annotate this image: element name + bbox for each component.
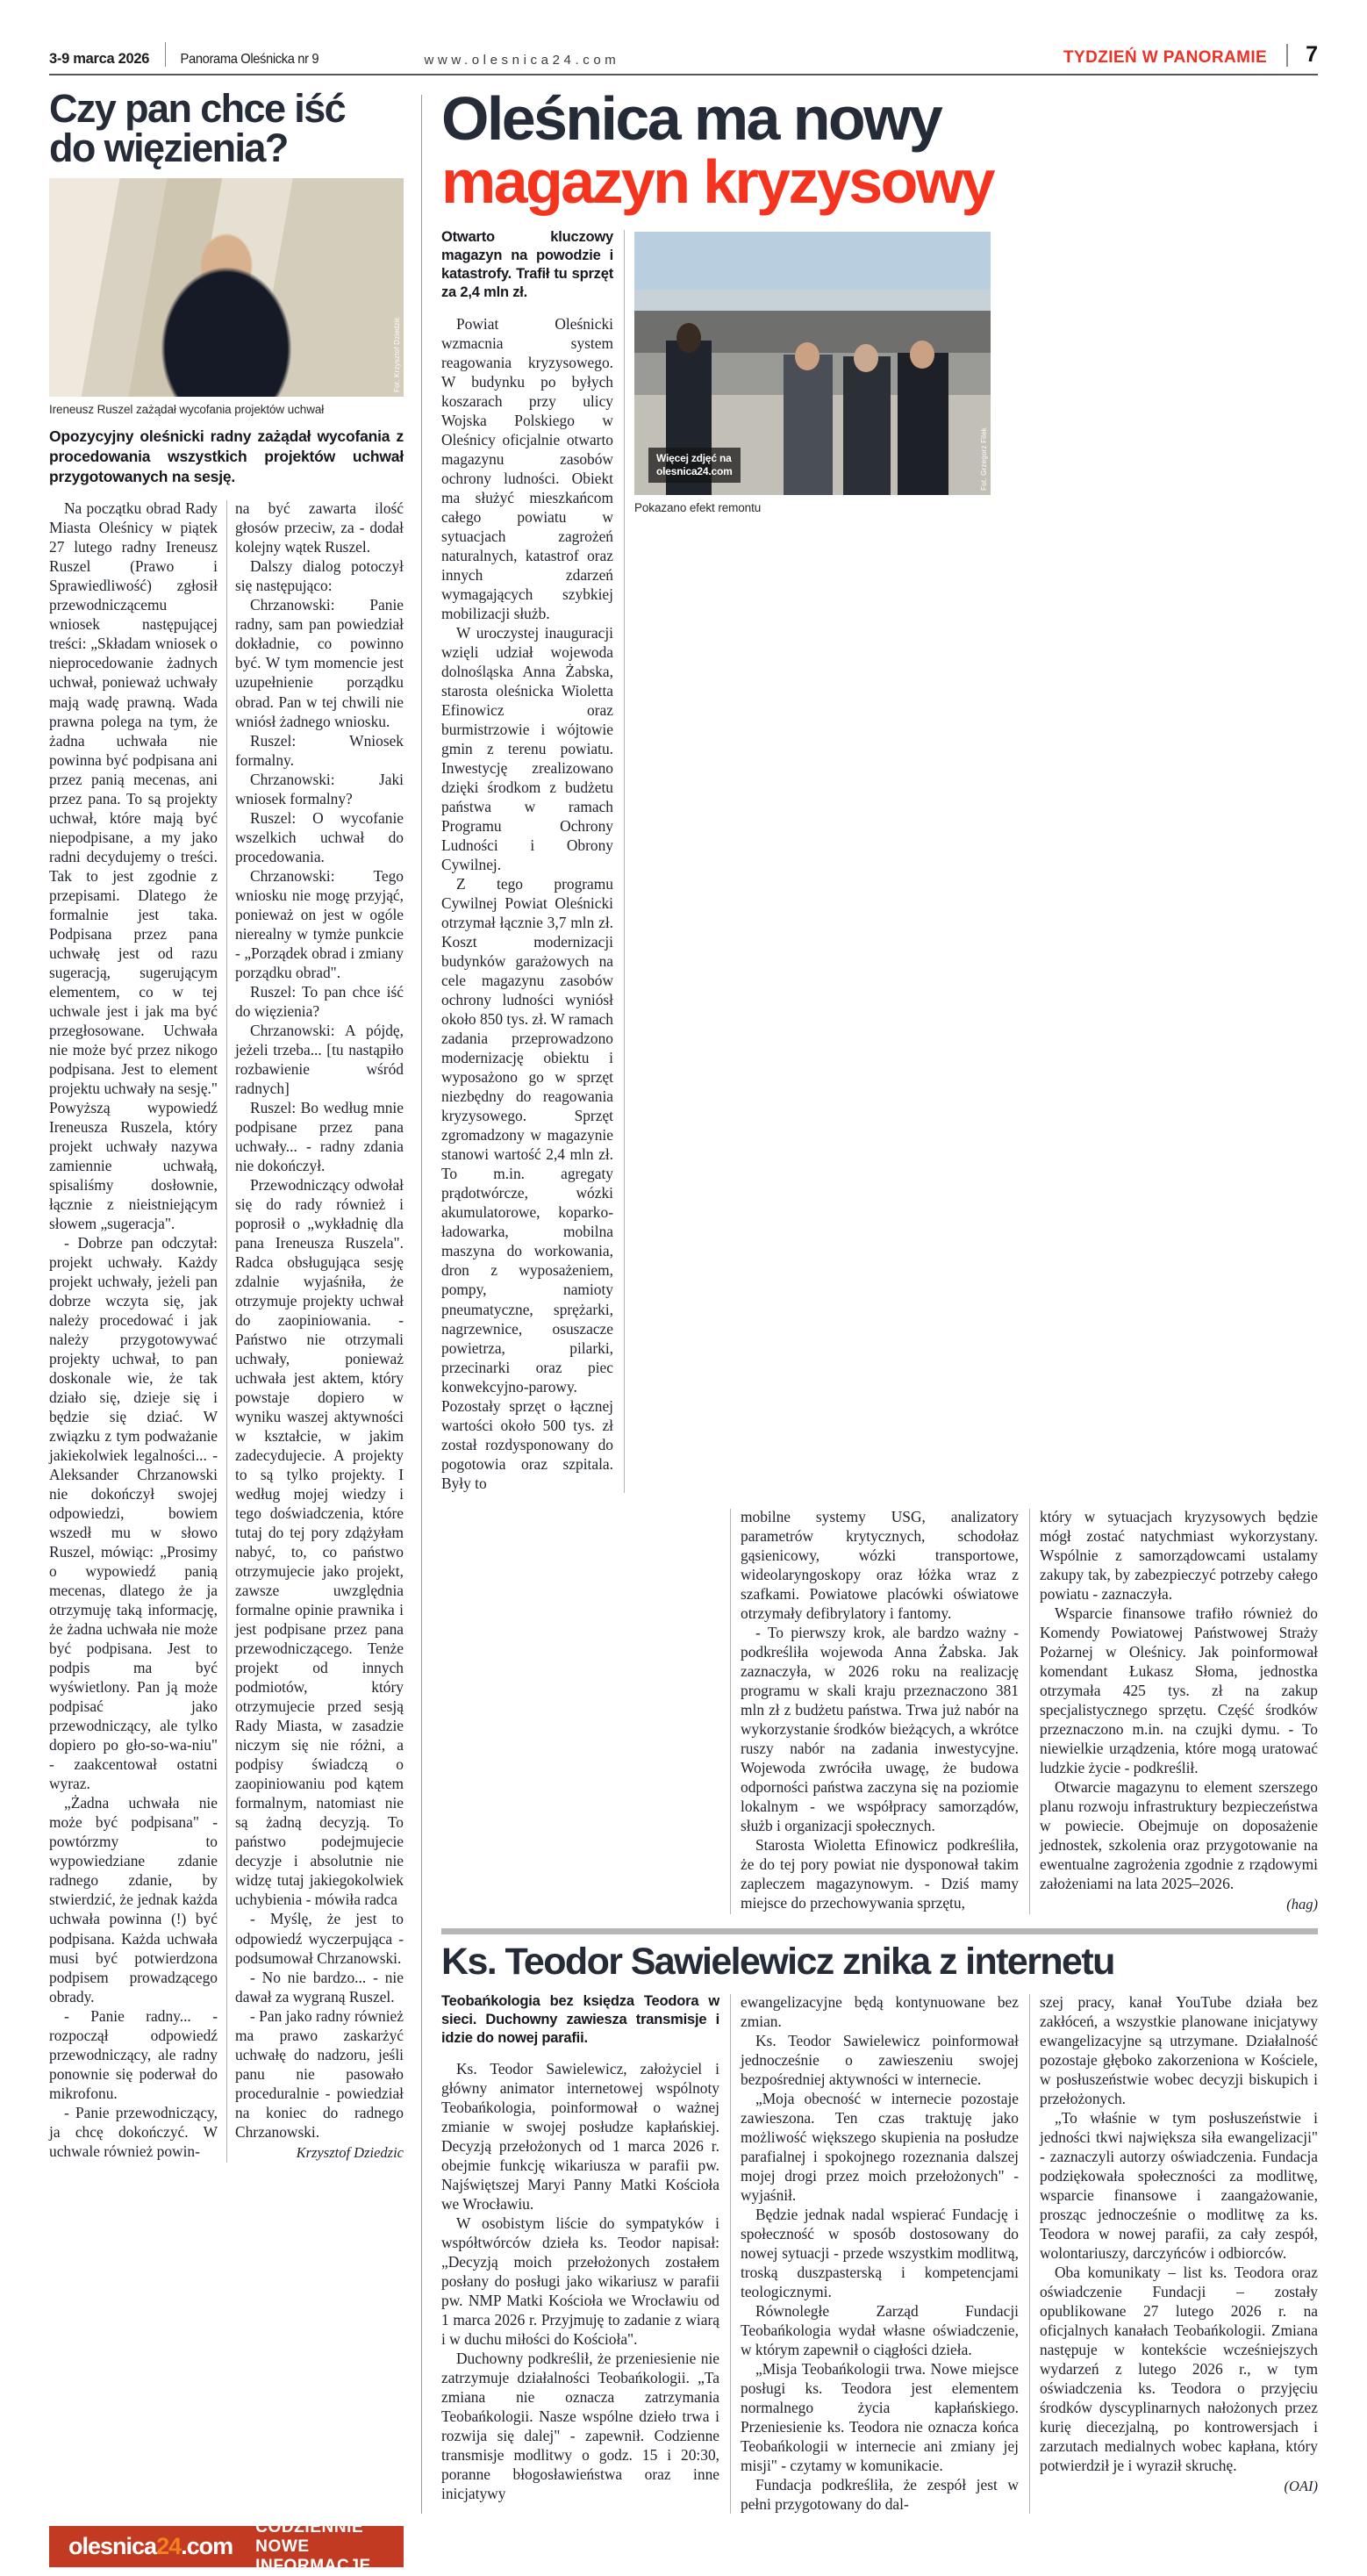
article-2-headline-line2: magazyn kryzysowy [441,147,993,216]
article-2 [441,84,1318,1914]
photo-figure [843,356,891,495]
section-title: TYDZIEŃ W PANORAMIE [1063,48,1268,67]
bottom-spacer [404,2514,1318,2567]
article-3-col-1: Teobańkologia bez księdza Teodora w sieci. Duchowny zawiesza transmisje i idzie do nowej parafii. Ks. Teodor Sawielewicz, założyciel i główny animator internetowej wspólnoty Teobańkologia, poinformował o ważnej zmianie w swojej posłudze kapłańskiej. Decyzją przełożonych od 1 marca 2026 r. obejmie funkcję wikariusza w parafii pw. Najświętszej Maryi Panny Matki Kościoła we Wrocławiu. W osobistym liście do sympatyków i współtwórców dzieła ks. Teodor napisał: „Decyzją moich przełożonych zostałem posłany do posługi jako wikariusz w parafii pw. NMP Matki Kościoła we Wrocławiu od 1 marca 2026 r. Przyjmuję to zadanie z wiarą i w duchu miłości do Kościoła". Duchowny podkreślił, że przeniesienie nie zatrzymuje działalności Teobańkologii. „Ta zmiana nie oznacza zatrzymania Teobańkologii. Nasze wspólne dzieło trwa i rozwija się dalej" - zapewnił. Codzienne transmisje modlitwy o godz. 15 i 20:30, poranne błogosławieństwa oraz inne inicjatywy [441,1992,719,2502]
olesnica24-logo: olesnica24.com [68,2533,233,2560]
article-1-headline: Czy pan chce iść do więzienia? [49,86,346,170]
article-1-col-1: Na początku obrad Rady Miasta Oleśnicy w piątek 27 lutego radny Ireneusz Ruszel (Prawo i Sprawiedliwość) zgłosił przewodniczącemu wniosek następującej treści: „Składam wniosek o nieprocedowanie żadnych uchwał, ponieważ uchwały mają wadę prawną. Wada prawna polega na tym, że żadna uchwała nie powinna być podpisana ani przez panią mecenas, ani przez pana. To są projekty uchwał, które mają być niepodpisane, a my jako radni decydujemy o treści. Tak to jest zgodnie z przepisami. Dlatego że formalnie jest taka. Podpisana przez pana uchwałę jest od razu sugeracją, sugerującym elementem, co w tej uchwale jest i jak ma być przegłosowane. Uchwała nie może być przez nikogo podpisana. Jest to element projektu uchwały na sesję." Powyższą wypowiedź Ireneusza Ruszela, który projekt uchwały nazywa zamiennie uchwałą, spisaliśmy dosłownie, łącznie z nieistniejącym słowem „sugeracja". - Dobrze pan odczytał: projekt uchwały. Każdy projekt uchwały, jeżeli pan dobrze wczyta się, jak należy procedować i jak należy przygotowywać projekty uchwał, to pan doskonale wie, że tak działo się, dzieje się i będzie się dziać. W związku z tym podważanie jakiekolwiek legalności... - Aleksander Chrzanowski nie dokończył swojej odpowiedzi, bowiem wszedł mu w słowo Ruszel, mówiąc: „Prosimy o wypowiedź panią mecenas, dlatego że ja otrzymuję taką informację, że żadna uchwała nie może być podpisana. Jest to podpis ma być wyświetlony. Pan ją może podpisać jako przewodniczący, ale tylko dopiero po gło-so-wa-niu" - zaakcentował ostatni wyraz. „Żadna uchwała nie może być podpisana" - powtórzmy to wypowiedziane zdanie radnego zdanie, by stwierdzić, że jednak każda uchwała powinna (!) być podpisana. Każda uchwała musi być potwierdzona podpisem prowadzącego obrady. - Panie radny... - rozpoczął odpowiedź przewodniczący, ale radny ponownie się poderwał do mikrofonu. - Panie przewodniczący, ja chcę dokończyć. W uchwale również powin- [49,499,218,2160]
article-1-lead: Opozycyjny oleśnicki radny zażądał wycofania z procedowania wszystkich projektów uchwał przygotowanych na sesję. [49,427,404,485]
masthead-divider-2 [1286,44,1288,67]
top-zone [49,84,1318,2514]
article-2-photo-col [634,228,1318,1493]
column-divider [1029,1509,1030,1914]
article-2-col-2: mobilne systemy USG, analizatory parametrów krytycznych, schodołaz gąsienicowy, wózki transportowe, wideolaryngoskopy oraz łóżka wraz z szafkami. Powiatowe placówki oświatowe otrzymały defibrylatory i fantomy. - To pierwszy krok, ale bardzo ważny - podkreśliła wojewoda Anna Żabska. Jak zaznaczyła, w 2026 roku na realizację programu w skali kraju przeznaczono 381 mln zł z budżetu państwa. Trwa już nabór na wykorzystanie środków bieżących, a wkrótce ruszy nabór na zadania inwestycyjne. Wojewoda zwróciła uwagę, że budowa odporności państwa zaczyna się na poziomie lokalnym - we współpracy samorządów, służb i organizacji społecznych. Starosta Wioletta Efinowicz podkreśliła, że do tej pory powiat nie dysponował takim zapleczem magazynowym. - Dziś mamy miejsce do przechowywania sprzętu, [741,1507,1019,1912]
article-2-caption: Pokazano efekt remontu [634,500,762,514]
website-url: www.olesnica24.com [424,53,620,68]
article-1 [49,86,404,2514]
article-1-col-2: na być zawarta ilość głosów przeciw, za - dodał kolejny wątek Ruszel. Dalszy dialog potoczył się następująco: Chrzanowski: Panie radny, sam pan powiedział dokładnie, co powinno być. W tym momencie jest uzupełnienie porządku obrad. Pan w tej chwili nie wniósł żadnego wniosku. Ruszel: Wniosek formalny. Chrzanowski: Jaki wniosek formalny? Ruszel: O wycofanie wszelkich uchwał do procedowania. Chrzanowski: Tego wniosku nie mogę przyjąć, ponieważ on jest w ogóle nierealny w tymże punkcie - „Porządek obrad i zmiany porządku obrad". Ruszel: To pan chce iść do więzienia? Chrzanowski: A pójdę, jeżeli trzeba... [tu nastąpiło rozbawienie wśród radnych] Ruszel: Bo według mnie podpisane przez pana uchwały... - radny zdania nie dokończył. Przewodniczący odwołał się do rady również i poprosił o „wykładnię dla pana Ireneusza Ruszela". Radca obsługująca sesję zdalnie wyjaśniła, że otrzymuje projekty uchwał do zaopiniowania. - Państwo nie otrzymali uchwały, ponieważ uchwała jest aktem, który powstaje dopiero w wyniku waszej aktywności w kształcie, w jakim zadecydujecie. A projekty to są tylko projekty. I według mojej wiedzy i tego doświadczenia, które tutaj do tej pory zdążyłam nabyć, to, co państwo otrzymujecie jako projekt, zawsze uwzględnia formalne opinie prawnika i jest podpisane przez pana przewodniczącego. Tenże projekt od innych podmiotów, który otrzymujecie przed sesją Rady Miasta, w zasadzie niczym się nie różni, a podpisy świadczą o zaopiniowaniu pod kątem formalnym, natomiast nie są żadną decyzją. To państwo podejmujecie decyzje i absolutnie nie widzę tutaj jakiegokolwiek uchybienia - mówiła radca - Myślę, że jest to odpowiedź wyczerpująca - podsumował Chrzanowski. - No nie bardzo... - nie dawał za wygraną Ruszel. - Pan jako radny również ma prawo zaskarżyć uchwałę do nadzoru, jeśli panu nie pasowało proceduralnie - powiedział na koniec do radnego Chrzanowski. Krzysztof Dziedzic [235,499,404,2161]
banner-wrap [49,2514,404,2575]
column-divider [730,1994,731,2514]
article-2-col-1 [441,1507,719,1914]
article-1-columns [49,499,404,2162]
photo-figure [784,355,833,495]
article-3-lead: Teobańkologia bez księdza Teodora w sieci. Duchowny zawiesza transmisje i idzie do nowej parafii. [441,1992,719,2046]
banner-tagline: CODZIENNIE NOWE INFORMACJE [255,2517,371,2575]
article-2-lead-col [441,228,613,1493]
article-3-columns [441,1992,1318,2514]
article-3-headline: Ks. Teodor Sawielewicz znika z internetu [441,1940,1114,1983]
article-3-col-2: ewangelizacyjne będą kontynuowane bez zmian. Ks. Teodor Sawielewicz poinformował jednocześnie o zawieszeniu swojej bezpośredniej aktywności w internecie. „Moja obecność w internecie pozostaje zawieszona. Ten czas traktuję jako możliwość większego skupienia na posłudze parafialnej i spokojnego rozeznania dalszej mojej drogi przez moich przełożonych" - wyjaśnił. Będzie jednak nadal wspierać Fundację i społeczność w sposób dostosowany do nowej sytuacji - przede wszystkim modlitwą, troską duszpasterską i kompetencjami teologicznymi. Równoległe Zarząd Fundacji Teobańkologia wydał własne oświadczenie, w którym zapewnił o ciągłości dzieła. „Misja Teobańkologii trwa. Nowe miejsce posługi ks. Teodora jest elementem normalnego życia kapłańskiego. Przeniesienie ks. Teodora nie oznacza końca Teobańkologii w internecie ani zmiany jej misji" - czytamy w komunikacie. Fundacja podkreśliła, że zespół jest w pełni przygotowany do dal- [741,1992,1019,2514]
column-divider [1029,1994,1030,2514]
article-2-signature: (hag) [1286,1895,1318,1912]
article-2-col-3: który w sytuacjach kryzysowych będzie mógł zostać natychmiast wykorzystany. Wspólnie z samorządowcami ustalamy zakupy tak, by zabezpieczyć potrzeby całego powiatu - zaznaczyła. Wsparcie finansowe trafiło również do Komendy Powiatowej Państwowej Straży Pożarnej w Oleśnicy. Jak poinformował komendant Łukasz Słoma, jednostka otrzymała 425 tys. zł na zakup specjalistycznego sprzętu. Część środków przeznaczono m.in. na czujki dymu. - To niewielkie urządzenia, które mogą uratować ludzkie życie - podkreślił. Otwarcie magazynu to element szerszego planu rozwoju infrastruktury bezpieczeństwa w powiecie. Obejmuje on doposażenie jednostek, szkolenia oraz przygotowanie na ewentualne zagrożenia zgodnie z rządowymi założeniami na lata 2025–2026. (hag) [1040,1507,1318,1912]
photo-figure-head [795,342,819,370]
issue-date: 3-9 marca 2026 [49,51,150,67]
column-divider [226,500,227,2162]
promo-banner[interactable] [49,2517,404,2575]
bottom-zone [49,2514,1318,2575]
photo-credit: Fot. Grzegorz Filek [980,427,988,491]
article-3 [441,1928,1318,2514]
article-3-col-3: szej pracy, kanał YouTube działa bez zakłóceń, a wszystkie planowane inicjatywy ewangelizacyjne są utrzymane. Działalność pozostaje głęboko zakorzeniona w Kościele, w posłuszeństwie wobec decyzji biskupich i przełożonych. „To właśnie w tym posłuszeństwie i jedności tkwi największa siła ewangelizacji" - zaznaczyli autorzy oświadczenia. Fundacja podziękowała społeczności za modlitwę, wsparcie finansowe i zaangażowanie, prosząc jednocześnie o modlitwę za ks. Teodora w nowej parafii, za cały zespół, wolontariuszy, darczyńców i odbiorców. Oba komunikaty – list ks. Teodora oraz oświadczenie Fundacji – zostały opublikowane 27 lutego 2026 r. na oficjalnych kanałach Teobańkologii. Zmiana następuje w kontekście wcześniejszych wydarzeń z lutego 2026 r., w tym oświadczenia ks. Teodora o przyjęciu środków dyscyplinarnych nałożonych przez kurię diecezjalną, po kontrowersjach i zarzutach medialnych wobec kapłana, który potwierdził je i wyraził skruchę. (OAI) [1040,1992,1318,2495]
article-3-rule [441,1928,1318,1934]
article-2-lead: Otwarto kluczowy magazyn na powodzie i katastrofy. Trafił tu sprzęt za 2,4 mln zł. [441,228,613,300]
article-3-signature: (OAI) [1284,2478,1318,2495]
column-divider [624,230,625,1493]
article-1-signature: Krzysztof Dziedzic [296,2143,404,2161]
photo-figure [898,353,948,495]
article-2-columns [441,1507,1318,1914]
paper-name: Panorama Oleśnicka nr 9 [180,52,319,67]
column-divider [730,1509,731,1914]
photo-figure-head [910,341,934,369]
page-number: 7 [1306,42,1318,67]
more-photos-badge[interactable]: Więcej zdjęć na olesnica24.com [648,448,741,483]
right-zone [441,84,1318,2514]
article-2-col-1-top: Powiat Oleśnicki wzmacnia system reagowania kryzysowego. W budynku po byłych koszarach przy ulicy Wojska Polskiego w Oleśnicy oficjalnie otwarto magazynu zasobów ochrony ludności. Obiekt ma służyć mieszkańcom całego powiatu w sytuacjach zagrożeń naturalnych, katastrof oraz innych zdarzeń wymagających szybkiej mobilizacji służb. W uroczystej inauguracji wzięli udział wojewoda dolnośląska Anna Żabska, starosta oleśnicka Wioletta Efinowicz oraz burmistrzowie i wójtowie gmin z terenu powiatu. Inwestycję zrealizowano dzięki środkom z budżetu państwa w ramach Programu Ochrony Ludności i Obrony Cywilnej. Z tego programu Cywilnej Powiat Oleśnicki otrzymał łącznie 3,7 mln zł. Koszt modernizacji budynków garażowych na cele magazynu zasobów ochrony ludności wyniósł około 850 tys. zł. W ramach zadania przeprowadzono modernizację obiektu i wyposażono go w sprzęt niezbędny do reagowania kryzysowego. Sprzęt zgromadzony w magazynie stanowi wartość 2,4 mln zł. To m.in. agregaty prądotwórcze, wózki akumulatorowe, koparko-ładowarka, mobilna maszyna do workowania, dron z wyposażeniem, pompy, namioty pneumatyczne, sprężarki, nagrzewnice, osuszacze powietrza, pilarki, przecinarki oraz piec konwekcyjno-parowy. Pozostały sprzęt o łącznej wartości około 500 tys. zł został rozdysponowany do pogotowia oraz szpitala. Były to [441,314,613,1492]
photo-figure-head [854,344,878,372]
photo-credit: Fot. Krzysztof Dziedzic [393,317,401,393]
article-1-photo [49,178,404,397]
masthead [49,0,1318,74]
page-vertical-divider [421,95,422,2514]
article-2-top [441,228,1318,1493]
masthead-rule [49,74,1318,75]
article-1-caption: Ireneusz Ruszel zażądał wycofania projektów uchwał [49,403,325,417]
photo-figure-head [676,323,701,353]
article-2-headline-line1: Oleśnica ma nowy [441,84,941,153]
article-2-photo [634,232,991,495]
